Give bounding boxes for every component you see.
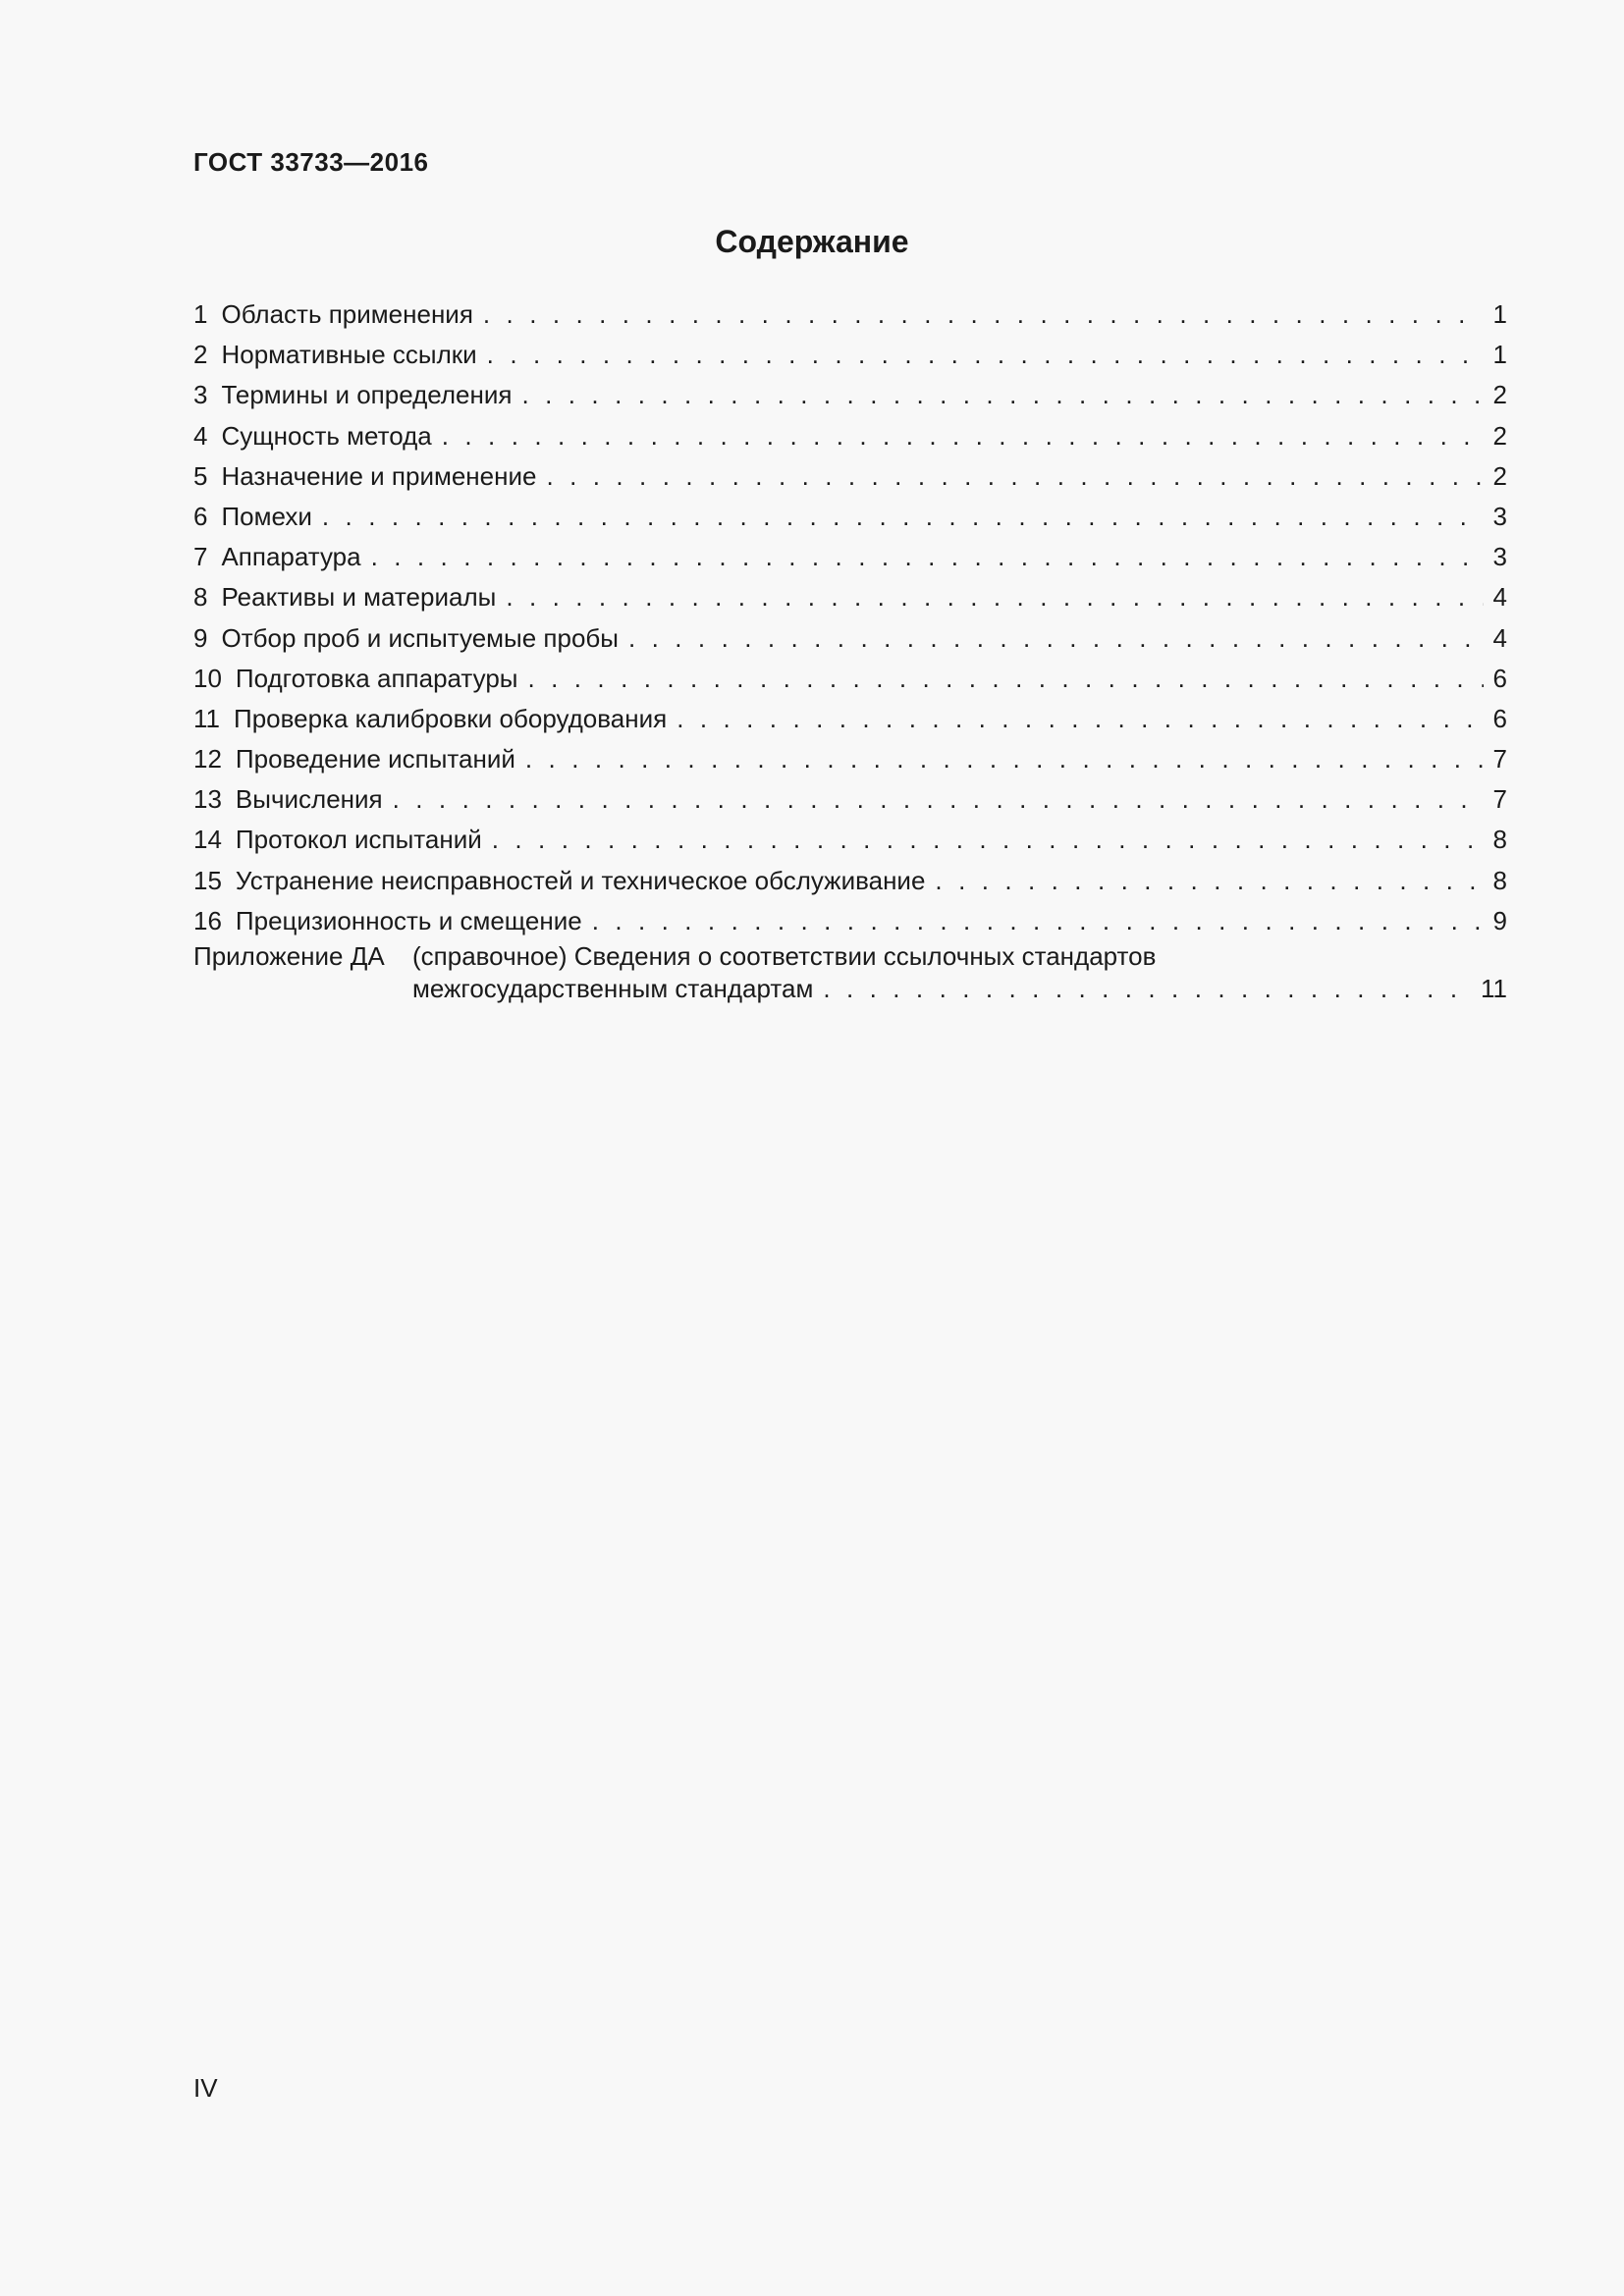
toc-number: 4 [193, 420, 208, 451]
toc-leader [592, 901, 1484, 941]
toc-label: Отбор проб и испытуемые пробы [221, 622, 619, 653]
toc-label: Проведение испытаний [235, 744, 515, 774]
toc-page: 2 [1492, 460, 1507, 491]
toc-number: 10 [193, 663, 222, 693]
toc-number: 5 [193, 460, 208, 491]
toc-leader [506, 577, 1483, 617]
toc-entry-12[interactable] [193, 739, 1507, 779]
toc-label: Реактивы и материалы [221, 582, 497, 613]
annex-prefix: Приложение ДА [193, 941, 385, 971]
toc-page: 7 [1492, 744, 1507, 774]
toc-leader [823, 973, 1471, 1005]
toc-label: Подготовка аппаратуры [235, 663, 518, 693]
toc-label: Аппаратура [221, 542, 361, 572]
table-of-contents [193, 294, 1507, 941]
toc-entry-annex[interactable] [193, 940, 1507, 1005]
toc-number: 8 [193, 582, 208, 613]
toc-label: Сущность метода [221, 420, 432, 451]
toc-page: 1 [1492, 340, 1507, 370]
toc-leader [442, 416, 1484, 456]
toc-number: 2 [193, 340, 208, 370]
annex-title-line2: межгосударственным стандартам [412, 974, 814, 1003]
toc-page: 4 [1492, 622, 1507, 653]
toc-label: Протокол испытаний [235, 825, 482, 855]
toc-leader [483, 294, 1484, 335]
toc-page: 3 [1492, 501, 1507, 531]
toc-entry-13[interactable] [193, 779, 1507, 820]
toc-number: 6 [193, 501, 208, 531]
toc-label: Прецизионность и смещение [235, 905, 582, 935]
toc-number: 3 [193, 380, 208, 410]
toc-leader [546, 456, 1483, 497]
toc-leader [677, 699, 1483, 739]
toc-leader [527, 659, 1483, 699]
page-number: IV [193, 2073, 218, 2103]
toc-page: 6 [1492, 663, 1507, 693]
toc-page: 1 [1492, 299, 1507, 329]
toc-number: 13 [193, 784, 222, 815]
toc-page: 3 [1492, 542, 1507, 572]
toc-number: 12 [193, 744, 222, 774]
toc-label: Термины и определения [221, 380, 513, 410]
toc-entry-11[interactable] [193, 699, 1507, 739]
annex-body [412, 940, 1507, 1005]
page-title: Содержание [715, 224, 909, 259]
toc-leader [371, 537, 1484, 577]
toc-leader [521, 375, 1483, 415]
toc-leader [628, 618, 1484, 659]
toc-entry-3[interactable] [193, 375, 1507, 415]
toc-leader [525, 739, 1484, 779]
toc-page: 4 [1492, 582, 1507, 613]
toc-entry-5[interactable] [193, 456, 1507, 497]
toc-label: Область применения [221, 299, 473, 329]
toc-leader [492, 820, 1484, 860]
toc-page: 8 [1492, 865, 1507, 895]
toc-entry-7[interactable] [193, 537, 1507, 577]
toc-number: 11 [193, 703, 220, 733]
toc-number: 15 [193, 865, 222, 895]
toc-number: 1 [193, 299, 208, 329]
toc-label: Назначение и применение [221, 460, 537, 491]
toc-entry-15[interactable] [193, 861, 1507, 901]
toc-leader [393, 779, 1484, 820]
toc-number: 16 [193, 905, 222, 935]
toc-entry-9[interactable] [193, 618, 1507, 659]
toc-number: 9 [193, 622, 208, 653]
annex-title-line2-row [412, 973, 1507, 1005]
toc-leader [322, 497, 1484, 537]
toc-page: 2 [1492, 420, 1507, 451]
toc-page: 2 [1492, 380, 1507, 410]
toc-entry-2[interactable] [193, 335, 1507, 375]
toc-entry-1[interactable] [193, 294, 1507, 335]
toc-label: Проверка калибровки оборудования [234, 703, 668, 733]
toc-label: Помехи [221, 501, 312, 531]
toc-entry-14[interactable] [193, 820, 1507, 860]
toc-page: 8 [1492, 825, 1507, 855]
toc-leader [487, 335, 1484, 375]
toc-page: 6 [1492, 703, 1507, 733]
toc-label: Нормативные ссылки [221, 340, 477, 370]
toc-entry-6[interactable] [193, 497, 1507, 537]
toc-number: 7 [193, 542, 208, 572]
toc-entry-10[interactable] [193, 659, 1507, 699]
toc-page: 9 [1492, 905, 1507, 935]
toc-entry-4[interactable] [193, 416, 1507, 456]
toc-leader [935, 861, 1483, 901]
toc-label: Устранение неисправностей и техническое обслуживание [235, 865, 926, 895]
toc-number: 14 [193, 825, 222, 855]
annex-page: 11 [1481, 974, 1507, 1003]
annex-title-line1: (справочное) Сведения о соответствии ссылочных стандартов [412, 941, 1157, 971]
toc-entry-16[interactable] [193, 901, 1507, 941]
toc-page: 7 [1492, 784, 1507, 815]
toc-label: Вычисления [235, 784, 383, 815]
document-code: ГОСТ 33733—2016 [193, 147, 429, 177]
toc-entry-8[interactable] [193, 577, 1507, 617]
